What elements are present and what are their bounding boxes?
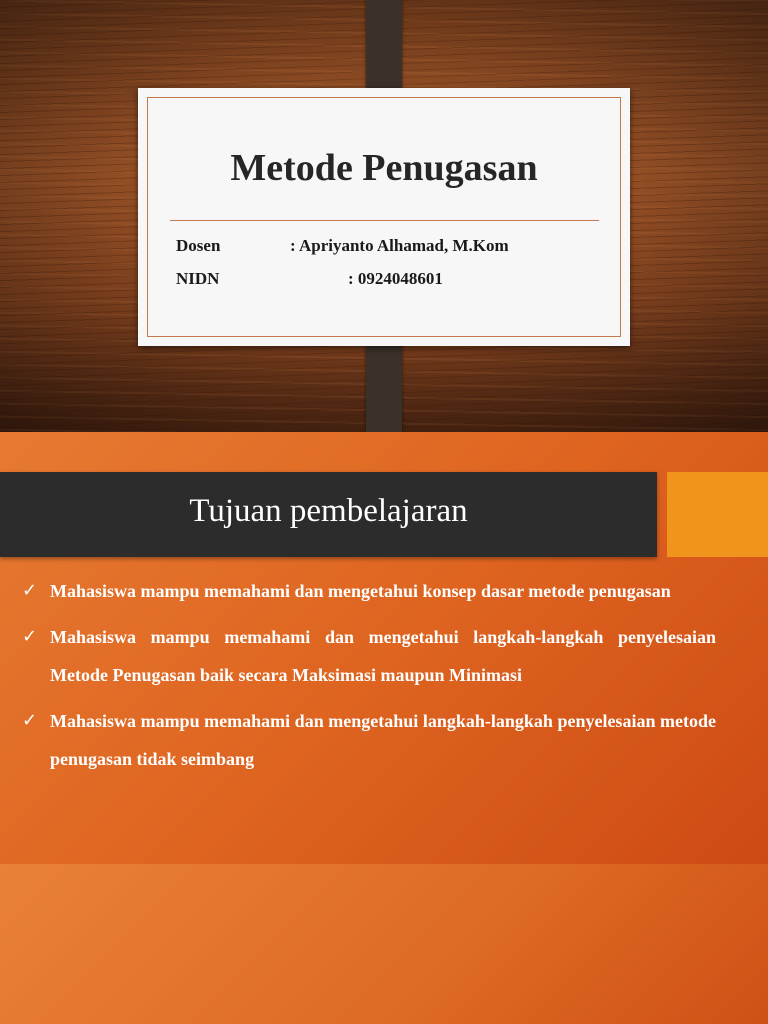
header-bar — [0, 472, 657, 557]
check-icon: ✓ — [22, 580, 38, 601]
check-icon: ✓ — [22, 626, 38, 647]
slide-title: Metode Penugasan — [230, 147, 538, 189]
lecturer-label: Dosen — [176, 236, 221, 255]
title-divider — [170, 220, 599, 221]
objectives-title: Tujuan pembelajaran — [189, 493, 468, 529]
title-slide — [0, 0, 768, 432]
objective-text: Mahasiswa mampu memahami dan mengetahui konsep dasar metode penugasan — [50, 581, 671, 601]
nidn-value: : 0924048601 — [348, 269, 443, 288]
lower-band — [0, 864, 768, 1024]
list-item — [22, 618, 716, 694]
objectives-list — [22, 572, 716, 786]
list-item — [22, 702, 716, 778]
title-card — [138, 88, 630, 346]
nidn-label: NIDN — [176, 269, 220, 288]
objective-text: Mahasiswa mampu memahami dan mengetahui langkah-langkah penyelesaian metode penugasan tidak seimbang — [50, 711, 716, 769]
accent-block — [667, 472, 768, 557]
lecturer-value: : Apriyanto Alhamad, M.Kom — [290, 236, 509, 255]
objectives-slide — [0, 432, 768, 1024]
card-frame — [147, 97, 621, 337]
check-icon: ✓ — [22, 710, 38, 731]
objective-text: Mahasiswa mampu memahami dan mengetahui langkah-langkah penyelesaian Metode Penugasan baik secara Maksimasi maupun Minimasi — [50, 627, 716, 685]
list-item — [22, 572, 716, 610]
